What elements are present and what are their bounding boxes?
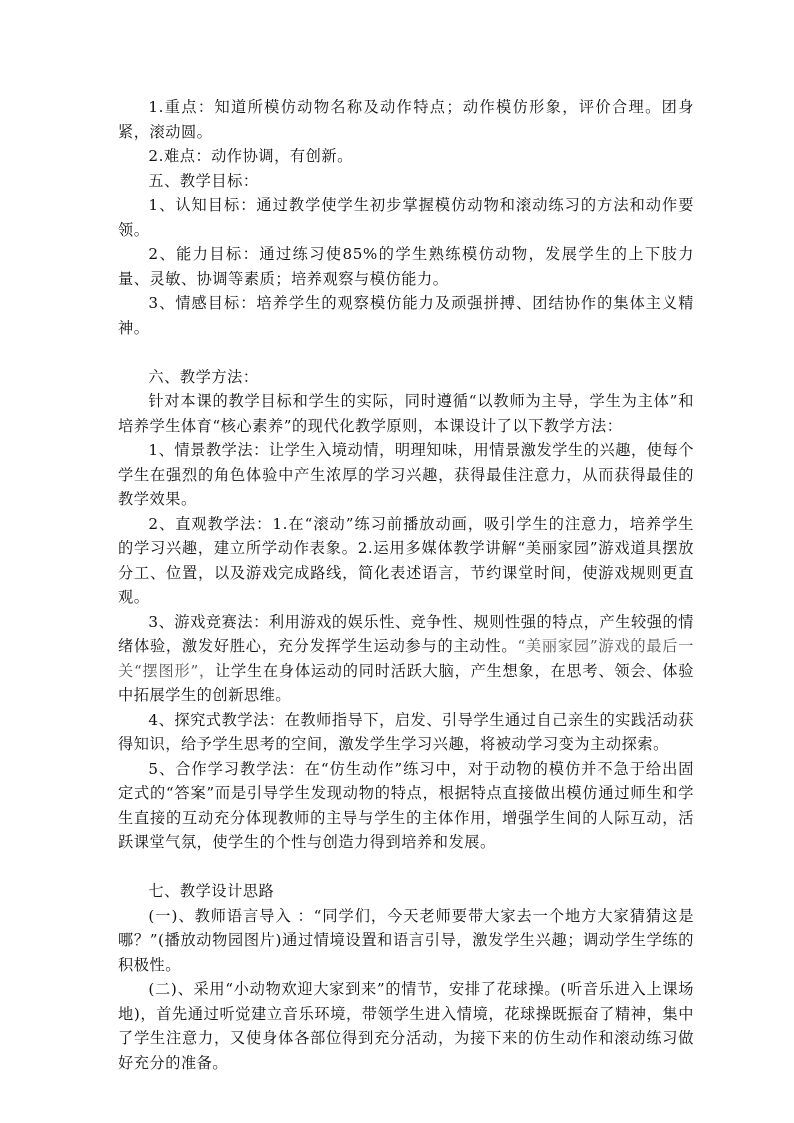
method-situational: 1、情景教学法：让学生入境动情，明理知味，用情景激发学生的兴趣，使每个学生在强烈的角色体验中产生浓厚的学习兴趣，获得最佳注意力，从而获得最佳的教学效果。 [118,441,694,508]
section-heading-design: 七、教学设计思路 [148,882,275,900]
design-step-1: (一)、教师语言导入 ：“同学们，今天老师要带大家去一个地方大家猜猜这是哪？”(播放动物园图片)通过情境设置和语言引导，激发学生兴趣；调动学生学练的积极性。 [118,906,694,974]
section-heading-objectives: 五、教学目标： [148,171,259,190]
method-inquiry: 4、探究式教学法：在教师指导下，启发、引导学生通过自己亲生的实践活动获得知识，给予学生思考的空间，激发学生学习兴趣，将被动学习变为主动探索。 [118,710,694,753]
method-game-text: 3、游戏竞赛法：利用游戏的娱乐性、竞争性、规则性强的特点，产生较强的情绪体验，激发好胜心，充分发挥学生运动参与的主动性。 [118,612,694,655]
method-visual: 2、直观教学法：1.在“滚动”练习前播放动画，吸引学生的注意力，培养学生的学习兴趣，建立所学动作表象。2.运用多媒体教学讲解“美丽家园”游戏道具摆放分工、位置，以及游戏完成路线，简化表述语言，节约课堂时间，使游戏规则更直观。 [118,514,694,606]
method-cooperative: 5、合作学习教学法：在“仿生动作”练习中，对于动物的模仿并不急于给出固定式的“答案”而是引导学生发现动物的特点，根据特点直接做出模仿通过师生和学生直接的互动充分体现教师的主导与学生的主体作用，增强学生间的人际互动，活跃课堂气氛，使学生的个性与创造力得到培养和发展。 [118,759,694,851]
methods-intro: 针对本课的教学目标和学生的实际，同时遵循“以教师为主导，学生为主体”和培养学生体育“核心素养”的现代化教学原则，本课设计了以下教学方法： [118,392,694,435]
method-game-highlight: “美丽家园”游戏的最后一关“摆图形”， [118,637,694,680]
section-heading-methods: 六、教学方法： [148,367,259,386]
paragraph-gap [118,855,694,880]
key-points: 1.重点：知道所模仿动物名称及动作特点；动作模仿形象，评价合理。团身紧，滚动圆。 [118,98,694,141]
design-step-2: (二)、采用“小动物欢迎大家到来”的情节，安排了花球操。(听音乐进入上课场地)，首先通过听觉建立音乐环境，带领学生进入情境，花球操既振奋了精神，集中了学生注意力，又使身体各部位得到充分活动，为接下来的仿生动作和滚动练习做好充分的准备。 [118,980,694,1072]
objective-ability: 2、能力目标：通过练习使85%的学生熟练模仿动物，发展学生的上下肢力量、灵敏、协调等素质；培养观察与模仿能力。 [118,245,694,288]
paragraph-gap [118,340,694,365]
objective-affective: 3、情感目标：培养学生的观察模仿能力及顽强拼搏、团结协作的集体主义精神。 [118,294,694,337]
objective-cognitive: 1、认知目标：通过教学使学生初步掌握模仿动物和滚动练习的方法和动作要领。 [118,196,694,239]
method-game-text-end: 让学生在身体运动的同时活跃大脑，产生想象，在思考、领会、体验中拓展学生的创新思维。 [118,661,694,704]
difficult-points: 2.难点：动作协调，有创新。 [148,147,353,165]
method-game-competition [118,610,694,708]
